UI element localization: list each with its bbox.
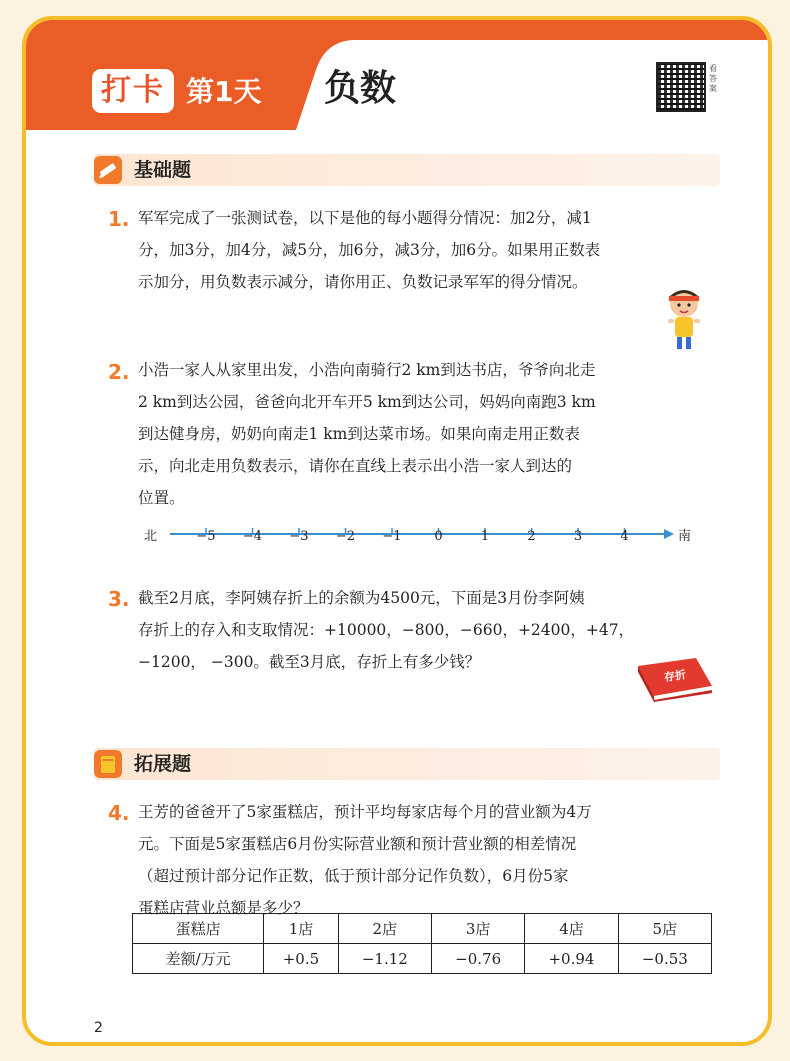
question-4-line: 元。下面是5家蛋糕店6月份实际营业额和预计营业额的相差情况 bbox=[138, 835, 577, 853]
question-2-line: 小浩一家人从家里出发，小浩向南骑行2 km到达书店，爷爷向北走 bbox=[138, 361, 596, 379]
number-line-tick-label: 2 bbox=[527, 529, 536, 544]
question-3-line: −1200， −300。截至3月底，存折上有多少钱？ bbox=[138, 653, 481, 671]
number-line-ticks bbox=[196, 528, 628, 544]
qr-code-icon[interactable] bbox=[656, 62, 706, 112]
question-2-number: 2. bbox=[108, 360, 130, 384]
question-3-number: 3. bbox=[108, 587, 130, 611]
table-header-row bbox=[133, 914, 712, 944]
qr-label: 看答案 bbox=[709, 64, 717, 93]
question-4-line: 王芳的爸爸开了5家蛋糕店，预计平均每家店每个月的营业额为4万 bbox=[138, 803, 592, 821]
section-extend-label: 拓展题 bbox=[134, 753, 192, 775]
cake-shop-table bbox=[132, 913, 712, 974]
daka-tag: 打卡 bbox=[92, 69, 174, 113]
table-cell: 4店 bbox=[525, 914, 618, 944]
passbook-illustration bbox=[634, 656, 714, 702]
number-line-right-label: 南 bbox=[678, 529, 692, 544]
question-3-line: 截至2月底，李阿姨存折上的余额为4500元，下面是3月份李阿姨 bbox=[138, 589, 585, 607]
section-basic-label: 基础题 bbox=[134, 159, 192, 181]
table-cell: −1.12 bbox=[338, 944, 431, 974]
number-line-tick-label: −4 bbox=[242, 529, 263, 544]
question-2-line: 到达健身房，奶奶向南走1 km到达菜市场。如果向南走用正数表 bbox=[138, 425, 580, 443]
table-cell: 5店 bbox=[618, 914, 711, 944]
number-line-tick-label: −1 bbox=[382, 529, 402, 544]
number-line-tick-label: 3 bbox=[573, 529, 583, 544]
question-1-line: 示加分，用负数表示减分，请你用正、负数记录军军的得分情况。 bbox=[138, 273, 588, 291]
number-line-tick-label: −2 bbox=[335, 529, 356, 544]
number-line-tick-label: −5 bbox=[196, 529, 216, 544]
question-2-text bbox=[138, 354, 728, 514]
table-cell: +0.5 bbox=[264, 944, 338, 974]
question-2-line: 示，向北走用负数表示，请你在直线上表示出小浩一家人到达的 bbox=[138, 457, 573, 475]
question-1-number: 1. bbox=[108, 207, 130, 231]
question-1-line: 军军完成了一张测试卷，以下是他的每小题得分情况：加2分，减1 bbox=[138, 209, 592, 227]
table-cell: −0.76 bbox=[431, 944, 524, 974]
question-3-line: 存折上的存入和支取情况：+10000，−800，−660，+2400，+47， bbox=[138, 621, 635, 639]
number-line-tick-label: 0 bbox=[434, 529, 443, 544]
table-cell: 差额/万元 bbox=[133, 944, 264, 974]
table-cell: −0.53 bbox=[618, 944, 711, 974]
question-4-number: 4. bbox=[108, 801, 130, 825]
pencil-icon bbox=[94, 156, 122, 184]
section-basic-header bbox=[94, 154, 720, 186]
page-frame bbox=[22, 16, 772, 1046]
day-label: 第1天 bbox=[186, 75, 262, 108]
table-cell: 1店 bbox=[264, 914, 338, 944]
question-4-line: 蛋糕店营业总额是多少？ bbox=[138, 899, 309, 917]
header-banner bbox=[26, 20, 768, 130]
page-title: 负数 bbox=[324, 68, 397, 109]
number-line-left-label: 北 bbox=[144, 529, 158, 544]
question-1-text bbox=[138, 202, 728, 298]
number-line-tick-label: 1 bbox=[480, 529, 490, 544]
page-number: 2 bbox=[94, 1020, 103, 1036]
question-4-text bbox=[138, 796, 728, 924]
number-line bbox=[136, 520, 696, 560]
book-icon bbox=[94, 750, 122, 778]
passbook-label: 存折 bbox=[663, 668, 687, 685]
question-4-line: （超过预计部分记作正数，低于预计部分记作负数），6月份5家 bbox=[138, 867, 569, 885]
table-cell: 蛋糕店 bbox=[133, 914, 264, 944]
section-extend-header bbox=[94, 748, 720, 780]
question-2-line: 2 km到达公园，爸爸向北开车开5 km到达公司，妈妈向南跑3 km bbox=[138, 393, 596, 411]
boy-illustration bbox=[662, 288, 706, 352]
table-cell: +0.94 bbox=[525, 944, 618, 974]
table-cell: 3店 bbox=[431, 914, 524, 944]
table-row bbox=[133, 944, 712, 974]
question-2-line: 位置。 bbox=[138, 489, 185, 507]
number-line-tick-label: −3 bbox=[289, 529, 309, 544]
question-1-line: 分，加3分，加4分，减5分，加6分，减3分，加6分。如果用正数表 bbox=[138, 241, 601, 259]
number-line-tick-label: 4 bbox=[620, 529, 629, 544]
table-cell: 2店 bbox=[338, 914, 431, 944]
number-line-arrow bbox=[664, 529, 674, 539]
